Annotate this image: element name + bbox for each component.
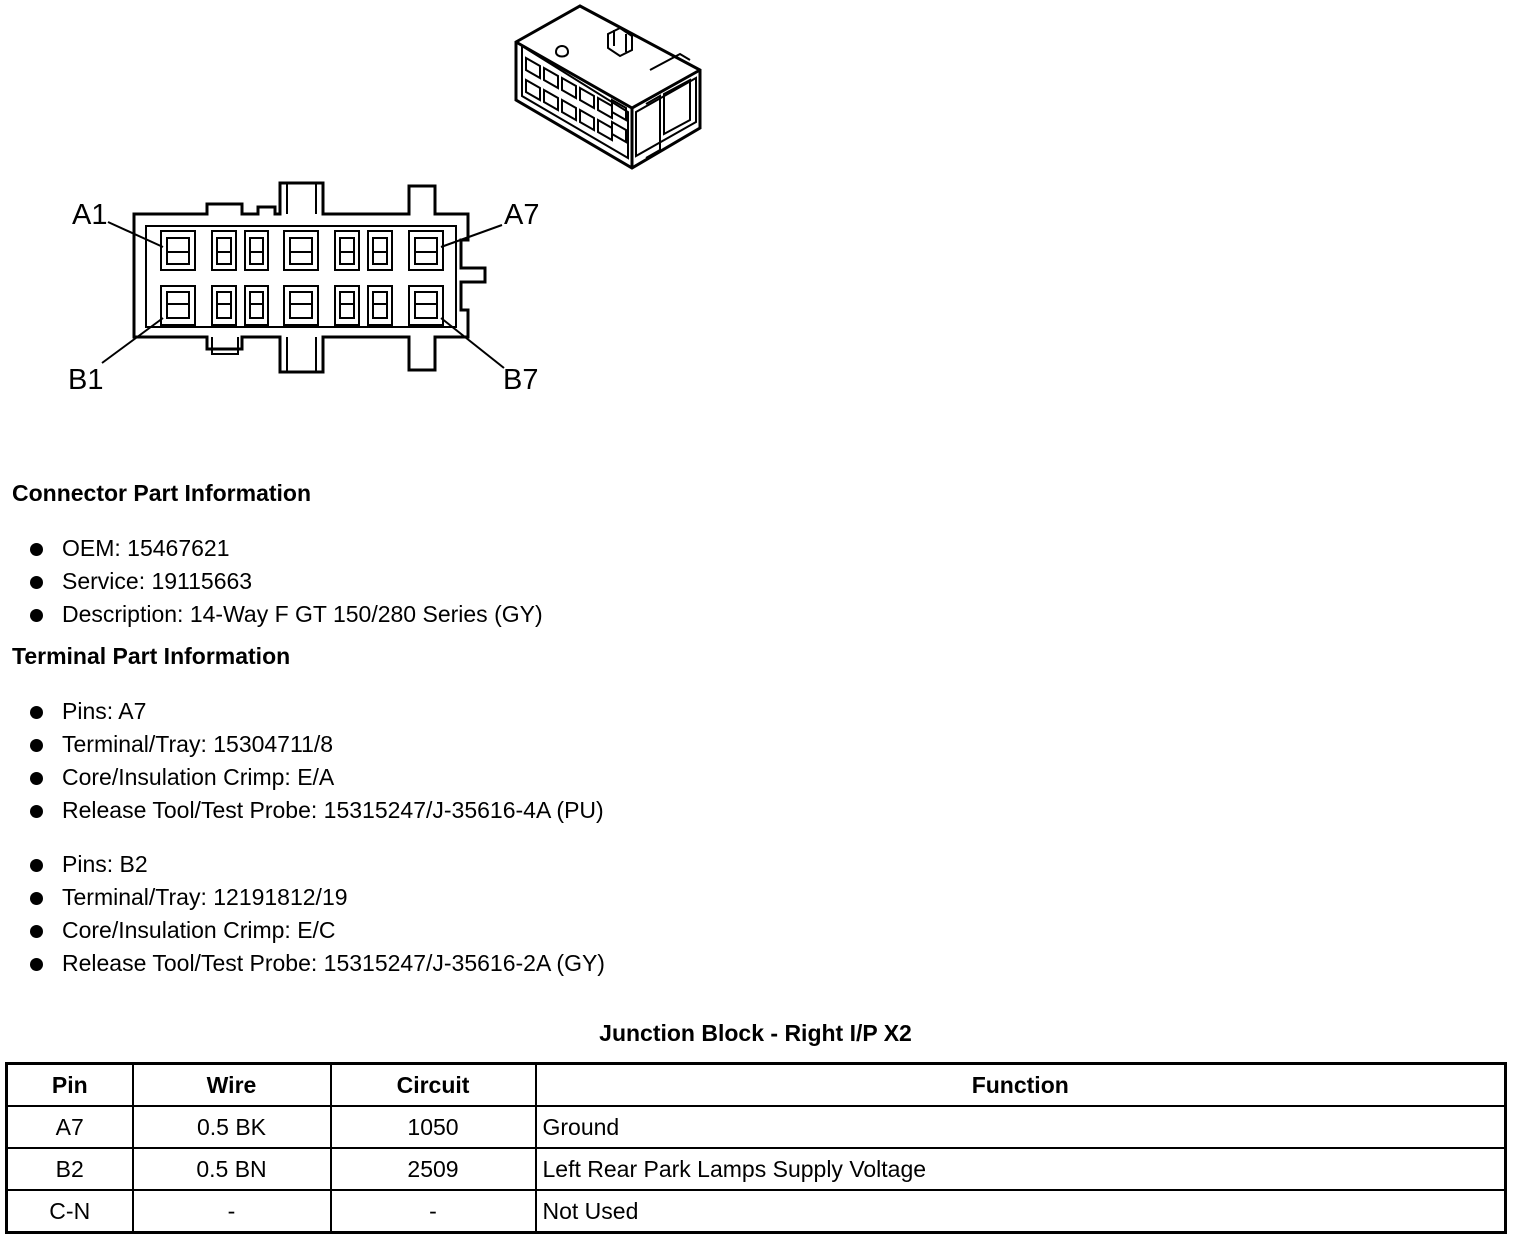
table-row xyxy=(7,1190,1506,1233)
column-header-circuit: Circuit xyxy=(331,1064,536,1107)
list-item: Service: 19115663 xyxy=(30,565,543,598)
connector-diagram xyxy=(0,0,1520,440)
cell-wire: 0.5 BK xyxy=(133,1106,331,1148)
list-item: Description: 14-Way F GT 150/280 Series (GY) xyxy=(30,598,543,631)
list-item: OEM: 15467621 xyxy=(30,532,543,565)
table-header-row xyxy=(7,1064,1506,1107)
table-title: Junction Block - Right I/P X2 xyxy=(599,1020,912,1046)
list-item: Pins: B2 xyxy=(30,848,605,881)
list-item: Terminal/Tray: 15304711/8 xyxy=(30,728,604,761)
connector-face xyxy=(134,183,485,372)
column-header-pin: Pin xyxy=(7,1064,133,1107)
cell-function: Not Used xyxy=(536,1190,1506,1233)
cell-wire: 0.5 BN xyxy=(133,1148,331,1190)
pin-label-a1: A1 xyxy=(72,199,108,231)
pin-label-b7: B7 xyxy=(503,364,539,396)
connector-info-list xyxy=(30,532,543,631)
terminal-info-heading: Terminal Part Information xyxy=(12,643,291,669)
terminal-info-list-b2 xyxy=(30,848,605,980)
pin-label-b1: B1 xyxy=(68,364,104,396)
cell-function: Left Rear Park Lamps Supply Voltage xyxy=(536,1148,1506,1190)
list-item: Core/Insulation Crimp: E/C xyxy=(30,914,605,947)
table-row xyxy=(7,1148,1506,1190)
connector-info-heading: Connector Part Information xyxy=(12,480,312,506)
list-item: Terminal/Tray: 12191812/19 xyxy=(30,881,605,914)
column-header-function: Function xyxy=(536,1064,1506,1107)
cell-pin: C-N xyxy=(7,1190,133,1233)
table-row xyxy=(7,1106,1506,1148)
list-item: Core/Insulation Crimp: E/A xyxy=(30,761,604,794)
column-header-wire: Wire xyxy=(133,1064,331,1107)
pin-label-a7: A7 xyxy=(504,199,540,231)
cell-pin: B2 xyxy=(7,1148,133,1190)
cell-function: Ground xyxy=(536,1106,1506,1148)
list-item: Release Tool/Test Probe: 15315247/J-35616-2A (GY) xyxy=(30,947,605,980)
cell-circuit: 1050 xyxy=(331,1106,536,1148)
cell-circuit: - xyxy=(331,1190,536,1233)
list-item: Release Tool/Test Probe: 15315247/J-35616-4A (PU) xyxy=(30,794,604,827)
list-item: Pins: A7 xyxy=(30,695,604,728)
cell-circuit: 2509 xyxy=(331,1148,536,1190)
pin-table xyxy=(5,1062,1507,1234)
terminal-info-list-a7 xyxy=(30,695,604,827)
connector-3d-illustration xyxy=(516,6,700,168)
cell-pin: A7 xyxy=(7,1106,133,1148)
cell-wire: - xyxy=(133,1190,331,1233)
